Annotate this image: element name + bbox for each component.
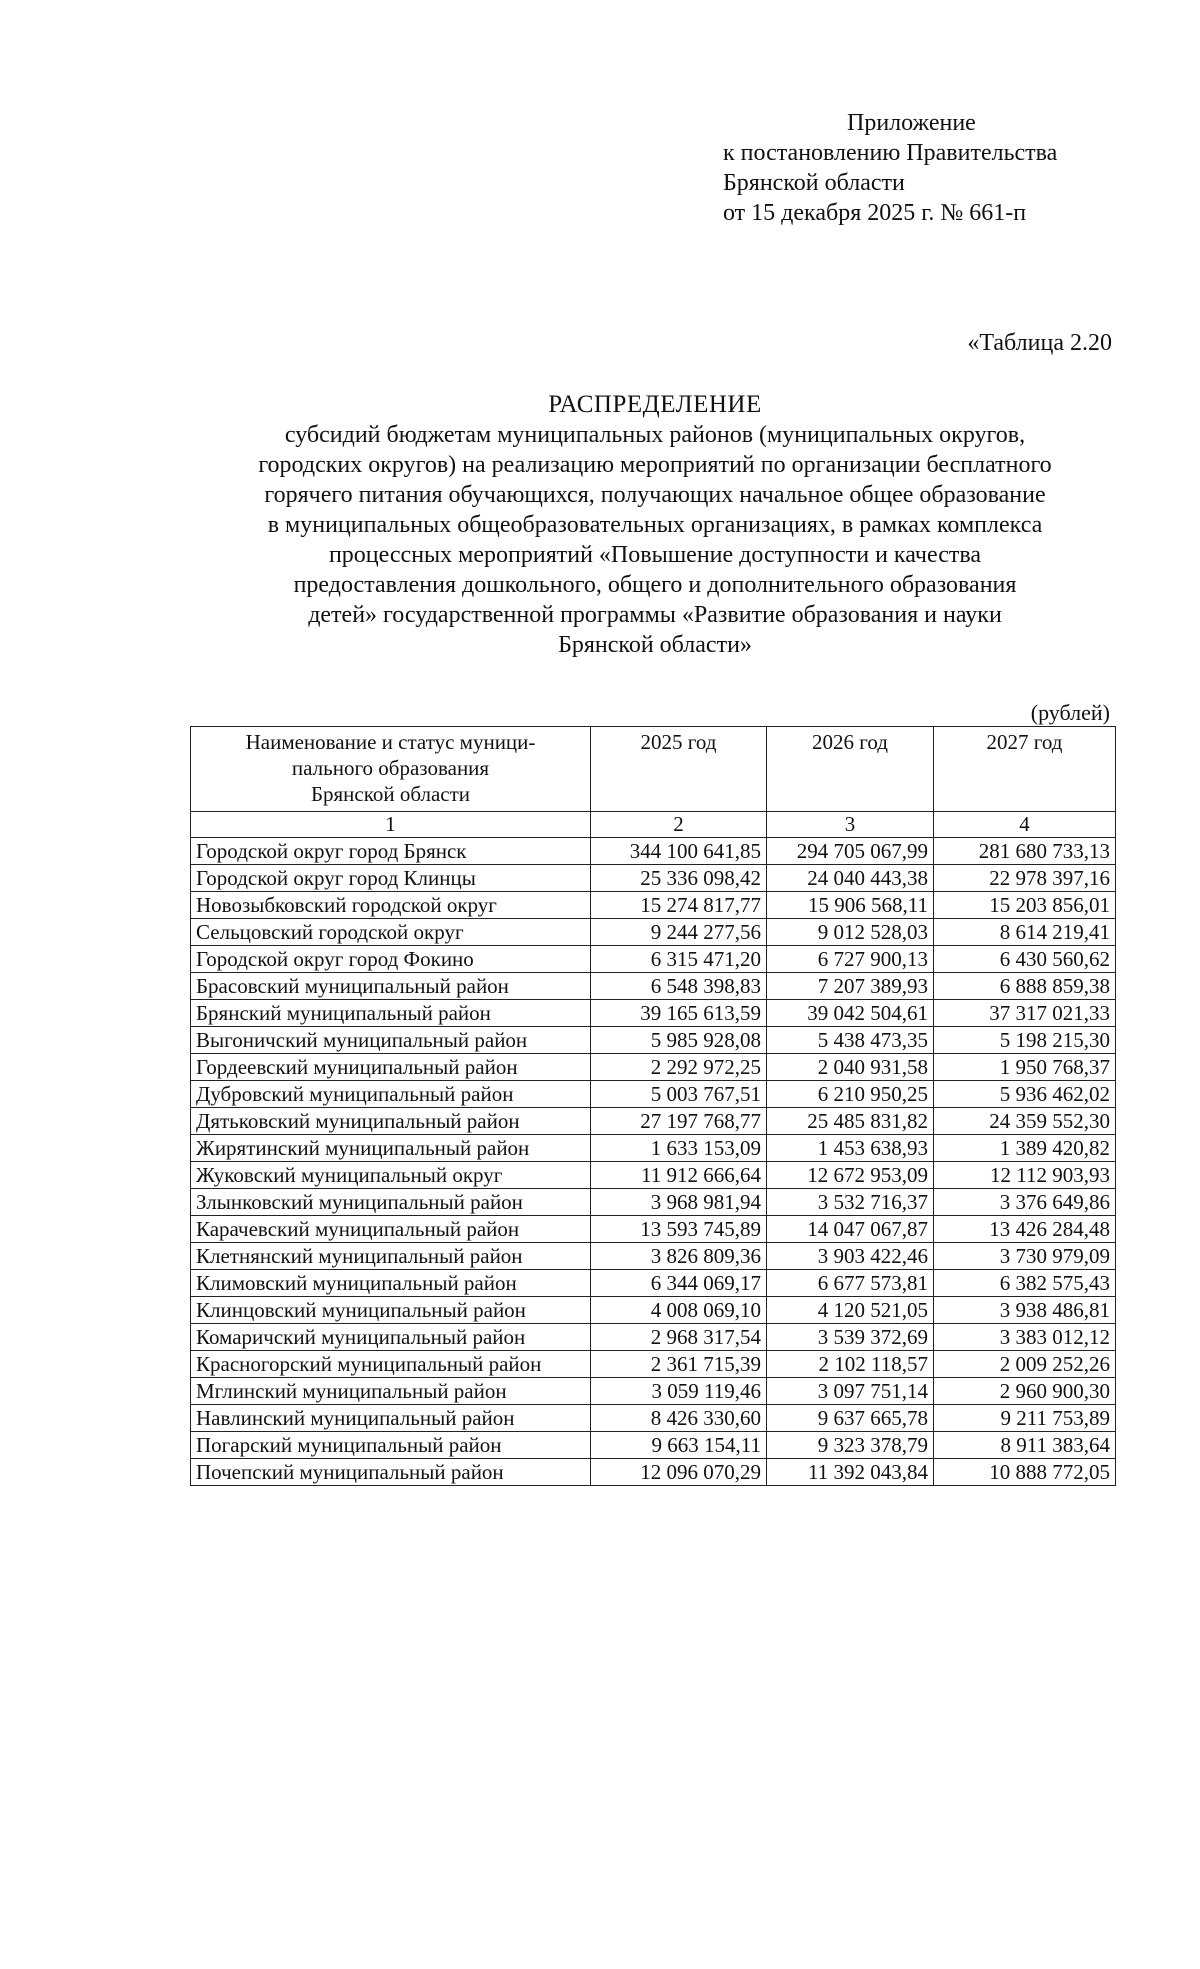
heading-line: детей» государственной программы «Развитие образования и науки	[308, 602, 1002, 628]
heading-line: Брянской области»	[558, 632, 752, 658]
value-2025: 27 197 768,77	[591, 1108, 767, 1135]
table-row	[191, 1027, 1116, 1054]
table-row	[191, 1324, 1116, 1351]
column-number: 4	[934, 812, 1116, 838]
table-row	[191, 1135, 1116, 1162]
value-2027: 12 112 903,93	[934, 1162, 1116, 1189]
municipality-name: Злынковский муниципальный район	[191, 1189, 591, 1216]
value-2025: 2 292 972,25	[591, 1054, 767, 1081]
value-2027: 15 203 856,01	[934, 892, 1116, 919]
value-2025: 11 912 666,64	[591, 1162, 767, 1189]
column-header-2026: 2026 год	[767, 727, 934, 812]
value-2025: 6 315 471,20	[591, 946, 767, 973]
heading-line: городских округов) на реализацию мероприятий по организации бесплатного	[258, 452, 1052, 478]
value-2025: 15 274 817,77	[591, 892, 767, 919]
municipality-name: Красногорский муниципальный район	[191, 1351, 591, 1378]
value-2025: 344 100 641,85	[591, 838, 767, 865]
value-2025: 9 244 277,56	[591, 919, 767, 946]
value-2025: 8 426 330,60	[591, 1405, 767, 1432]
appendix-line: Брянской области	[723, 170, 905, 196]
municipality-name: Городской округ город Фокино	[191, 946, 591, 973]
value-2025: 12 096 070,29	[591, 1459, 767, 1486]
column-header-2025: 2025 год	[591, 727, 767, 812]
table-row	[191, 1378, 1116, 1405]
value-2025: 3 059 119,46	[591, 1378, 767, 1405]
value-2026: 11 392 043,84	[767, 1459, 934, 1486]
table-header-row	[191, 727, 1116, 812]
column-header-line: пального образования	[291, 756, 490, 780]
value-2025: 2 361 715,39	[591, 1351, 767, 1378]
table-row	[191, 919, 1116, 946]
municipality-name: Жуковский муниципальный округ	[191, 1162, 591, 1189]
value-2027: 9 211 753,89	[934, 1405, 1116, 1432]
value-2025: 9 663 154,11	[591, 1432, 767, 1459]
table-row	[191, 1216, 1116, 1243]
column-header-line: Брянской области	[310, 782, 471, 806]
appendix-line: Приложение	[847, 110, 976, 136]
value-2026: 6 210 950,25	[767, 1081, 934, 1108]
value-2027: 6 888 859,38	[934, 973, 1116, 1000]
value-2025: 6 548 398,83	[591, 973, 767, 1000]
table-row	[191, 865, 1116, 892]
value-2027: 22 978 397,16	[934, 865, 1116, 892]
municipality-name: Навлинский муниципальный район	[191, 1405, 591, 1432]
municipality-name: Клетнянский муниципальный район	[191, 1243, 591, 1270]
municipality-name: Клинцовский муниципальный район	[191, 1297, 591, 1324]
value-2027: 2 009 252,26	[934, 1351, 1116, 1378]
value-2026: 24 040 443,38	[767, 865, 934, 892]
value-2026: 15 906 568,11	[767, 892, 934, 919]
value-2026: 2 102 118,57	[767, 1351, 934, 1378]
document-title: РАСПРЕДЕЛЕНИЕ	[548, 391, 762, 418]
appendix-block	[723, 108, 1057, 228]
column-header-line: Наименование и статус муници-	[245, 730, 536, 754]
value-2027: 13 426 284,48	[934, 1216, 1116, 1243]
municipality-name: Городской округ город Брянск	[191, 838, 591, 865]
municipality-name: Климовский муниципальный район	[191, 1270, 591, 1297]
value-2027: 10 888 772,05	[934, 1459, 1116, 1486]
municipality-name: Сельцовский городской округ	[191, 919, 591, 946]
heading-line: субсидий бюджетам муниципальных районов (муниципальных округов,	[284, 422, 1026, 448]
column-number: 3	[767, 812, 934, 838]
column-header-name	[191, 727, 591, 812]
value-2025: 39 165 613,59	[591, 1000, 767, 1027]
value-2026: 3 539 372,69	[767, 1324, 934, 1351]
value-2027: 1 389 420,82	[934, 1135, 1116, 1162]
municipality-name: Гордеевский муниципальный район	[191, 1054, 591, 1081]
value-2025: 3 826 809,36	[591, 1243, 767, 1270]
value-2025: 4 008 069,10	[591, 1297, 767, 1324]
value-2027: 24 359 552,30	[934, 1108, 1116, 1135]
table-row	[191, 1270, 1116, 1297]
value-2026: 6 727 900,13	[767, 946, 934, 973]
table-body	[191, 838, 1116, 1486]
municipality-name: Дятьковский муниципальный район	[191, 1108, 591, 1135]
heading-line: процессных мероприятий «Повышение доступности и качества	[328, 542, 982, 568]
value-2026: 5 438 473,35	[767, 1027, 934, 1054]
heading-line: предоставления дошкольного, общего и дополнительного образования	[293, 572, 1017, 598]
units-label: (рублей)	[1030, 700, 1110, 725]
municipality-name: Жирятинский муниципальный район	[191, 1135, 591, 1162]
table-row	[191, 1459, 1116, 1486]
heading-line: горячего питания обучающихся, получающих начальное общее образование	[264, 482, 1046, 508]
value-2026: 3 532 716,37	[767, 1189, 934, 1216]
value-2027: 6 430 560,62	[934, 946, 1116, 973]
table-row	[191, 1000, 1116, 1027]
value-2027: 8 911 383,64	[934, 1432, 1116, 1459]
table-row	[191, 892, 1116, 919]
value-2026: 2 040 931,58	[767, 1054, 934, 1081]
table-row	[191, 1189, 1116, 1216]
municipality-name: Мглинский муниципальный район	[191, 1378, 591, 1405]
document-heading	[190, 390, 1120, 660]
value-2025: 13 593 745,89	[591, 1216, 767, 1243]
municipality-name: Брасовский муниципальный район	[191, 973, 591, 1000]
table-row	[191, 1054, 1116, 1081]
value-2027: 5 936 462,02	[934, 1081, 1116, 1108]
value-2026: 14 047 067,87	[767, 1216, 934, 1243]
value-2026: 3 097 751,14	[767, 1378, 934, 1405]
value-2026: 6 677 573,81	[767, 1270, 934, 1297]
value-2026: 3 903 422,46	[767, 1243, 934, 1270]
value-2027: 1 950 768,37	[934, 1054, 1116, 1081]
value-2026: 9 637 665,78	[767, 1405, 934, 1432]
column-number: 2	[591, 812, 767, 838]
value-2026: 25 485 831,82	[767, 1108, 934, 1135]
value-2025: 5 985 928,08	[591, 1027, 767, 1054]
column-number-row	[191, 812, 1116, 838]
value-2026: 12 672 953,09	[767, 1162, 934, 1189]
appendix-line: от 15 декабря 2025 г. № 661-п	[723, 200, 1027, 226]
distribution-table	[190, 726, 1116, 1486]
municipality-name: Карачевский муниципальный район	[191, 1216, 591, 1243]
table-row	[191, 973, 1116, 1000]
value-2026: 7 207 389,93	[767, 973, 934, 1000]
municipality-name: Брянский муниципальный район	[191, 1000, 591, 1027]
table-row	[191, 1405, 1116, 1432]
municipality-name: Дубровский муниципальный район	[191, 1081, 591, 1108]
value-2027: 6 382 575,43	[934, 1270, 1116, 1297]
value-2025: 25 336 098,42	[591, 865, 767, 892]
value-2025: 5 003 767,51	[591, 1081, 767, 1108]
value-2026: 4 120 521,05	[767, 1297, 934, 1324]
table-row	[191, 1243, 1116, 1270]
value-2026: 9 323 378,79	[767, 1432, 934, 1459]
table-row	[191, 946, 1116, 973]
table-row	[191, 1432, 1116, 1459]
value-2025: 2 968 317,54	[591, 1324, 767, 1351]
municipality-name: Почепский муниципальный район	[191, 1459, 591, 1486]
table-row	[191, 1108, 1116, 1135]
municipality-name: Комаричский муниципальный район	[191, 1324, 591, 1351]
value-2027: 2 960 900,30	[934, 1378, 1116, 1405]
value-2026: 1 453 638,93	[767, 1135, 934, 1162]
value-2025: 1 633 153,09	[591, 1135, 767, 1162]
table-row	[191, 1081, 1116, 1108]
column-number: 1	[191, 812, 591, 838]
value-2026: 39 042 504,61	[767, 1000, 934, 1027]
value-2027: 3 938 486,81	[934, 1297, 1116, 1324]
value-2027: 3 376 649,86	[934, 1189, 1116, 1216]
table-row	[191, 1162, 1116, 1189]
value-2027: 37 317 021,33	[934, 1000, 1116, 1027]
value-2027: 3 730 979,09	[934, 1243, 1116, 1270]
table-row	[191, 1351, 1116, 1378]
municipality-name: Городской округ город Клинцы	[191, 865, 591, 892]
municipality-name: Новозыбковский городской округ	[191, 892, 591, 919]
value-2027: 5 198 215,30	[934, 1027, 1116, 1054]
municipality-name: Погарский муниципальный район	[191, 1432, 591, 1459]
table-number-label: «Таблица 2.20	[967, 330, 1112, 356]
value-2026: 9 012 528,03	[767, 919, 934, 946]
value-2027: 281 680 733,13	[934, 838, 1116, 865]
appendix-line: к постановлению Правительства	[723, 140, 1058, 166]
municipality-name: Выгоничский муниципальный район	[191, 1027, 591, 1054]
value-2026: 294 705 067,99	[767, 838, 934, 865]
value-2027: 8 614 219,41	[934, 919, 1116, 946]
column-header-2027: 2027 год	[934, 727, 1116, 812]
table-row	[191, 838, 1116, 865]
value-2027: 3 383 012,12	[934, 1324, 1116, 1351]
value-2025: 6 344 069,17	[591, 1270, 767, 1297]
heading-line: в муниципальных общеобразовательных организациях, в рамках комплекса	[267, 512, 1043, 538]
table-row	[191, 1297, 1116, 1324]
value-2025: 3 968 981,94	[591, 1189, 767, 1216]
